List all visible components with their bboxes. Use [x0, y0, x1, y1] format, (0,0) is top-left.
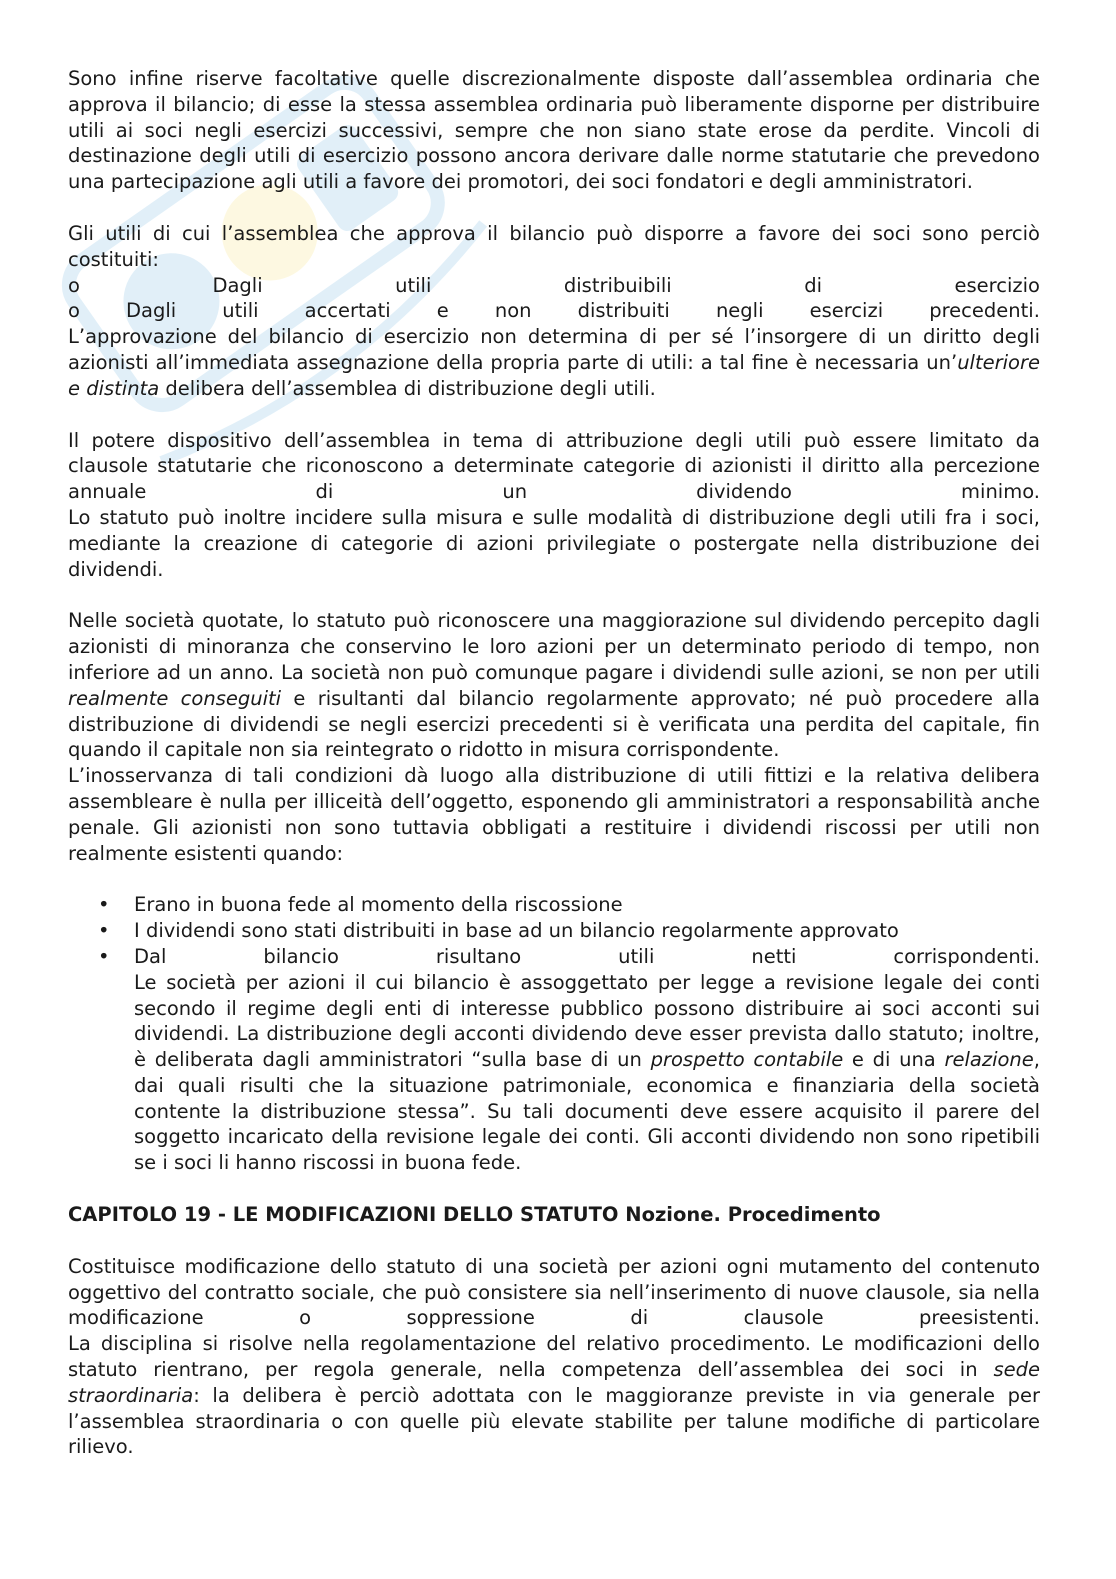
option-word: Dagli: [212, 273, 263, 297]
chapter-heading: CAPITOLO 19 - LE MODIFICAZIONI DELLO STATUTO Nozione. Procedimento: [68, 1203, 881, 1227]
document-body: [68, 66, 1040, 1460]
paragraph-approvazione: L’approvazione del bilancio di esercizio non determina di per sé l’insorgere di un diritto degli azionisti all’immediata assegnazione della propria parte di utili: a tal fine è necessaria un’ulteriore e distinta delibera dell’assemblea di distribuzione degli utili.: [68, 325, 1040, 400]
option-word: distribuiti: [577, 299, 670, 323]
paragraph-inosservanza: L’inosservanza di tali condizioni dà luogo alla distribuzione di utili fittizi e la relativa delibera assembleare è nulla per illiceità dell’oggetto, esponendo gli amministratori a responsabilità anche penale. Gli azionisti non sono tuttavia obbligati a restituire i dividendi riscossi per utili non realmente esistenti quando:: [68, 764, 1040, 865]
option-word: Dagli: [126, 299, 177, 323]
option-word: esercizi: [809, 299, 884, 323]
paragraph-modificazione: Costituisce modificazione dello statuto di una società per azioni ogni mutamento del contenuto oggettivo del contratto sociale, che può consistere sia nell’inserimento di nuove clausole, sia nella modificazione o soppressione di clausole preesistenti.: [68, 1254, 1040, 1330]
paragraph-societa-quotate: Nelle società quotate, lo statuto può riconoscere una maggiorazione sul dividendo percepito dagli azionisti di minoranza che conservino le loro azioni per un determinato periodo di tempo, non inferiore ad un anno. La società non può comunque pagare i dividendi sulle azioni, se non per utili realmente conseguiti e risultanti dal bilancio regolarmente approvato; né può procedere alla distribuzione di dividendi se negli esercizi precedenti si è verificata una perdita del capitale, fin quando il capitale non sia reintegrato o ridotto in misura corrispondente.: [68, 609, 1040, 762]
option-word: utili: [222, 299, 259, 323]
option-marker: o: [68, 299, 80, 323]
option-line-1: [68, 273, 1040, 299]
bullet-list: [68, 892, 1040, 1176]
list-item: • Erano in buona fede al momento della riscossione: [68, 892, 1040, 918]
option-word: esercizio: [954, 273, 1040, 297]
paragraph-potere-dispositivo: Il potere dispositivo dell’assemblea in tema di attribuzione degli utili può essere limitato da clausole statutarie che riconoscono a determinate categorie di azionisti il diritto alla percezione annuale di un dividendo minimo.: [68, 428, 1040, 504]
paragraph-disciplina: La disciplina si risolve nella regolamentazione del relativo procedimento. Le modificazioni dello statuto rientrano, per regola generale, nella competenza dell’assemblea dei soci in sede straordinaria: la delibera è perciò adottata con le maggioranze previste in via generale per l’assemblea straordinaria o con quelle più elevate stabilite per talune modifiche di particolare rilievo.: [68, 1332, 1040, 1459]
option-word: non: [494, 299, 532, 323]
option-word: di: [804, 273, 823, 297]
option-line-2: [68, 298, 1040, 324]
paragraph-utili-intro: Gli utili di cui l’assemblea che approva il bilancio può disporre a favore dei soci sono perciò costituiti:: [68, 221, 1040, 271]
list-item: • I dividendi sono stati distribuiti in base ad un bilancio regolarmente approvato: [68, 918, 1040, 944]
option-marker: o: [68, 273, 80, 297]
option-word: negli: [715, 299, 764, 323]
paragraph-statuto-misura: Lo statuto può inoltre incidere sulla misura e sulle modalità di distribuzione degli utili fra i soci, mediante la creazione di categorie di azioni privilegiate o postergate nella distribuzione dei dividendi.: [68, 505, 1040, 581]
option-word: e: [436, 299, 449, 323]
option-word: precedenti.: [929, 299, 1040, 323]
option-word: utili: [395, 273, 432, 297]
paragraph-riserve: Sono infine riserve facoltative quelle discrezionalmente disposte dall’assemblea ordinaria che approva il bilancio; di esse la stessa assemblea ordinaria può liberamente disporne per distribuire utili ai soci negli esercizi successivi, sempre che non siano state erose da perdite. Vincoli di destinazione degli utili di esercizio possono ancora derivare dalle norme statutarie che prevedono una partecipazione agli utili a favore dei promotori, dei soci fondatori e degli amministratori.: [68, 67, 1040, 194]
option-word: distribuibili: [563, 273, 672, 297]
list-item: • Dal bilancio risultano utili netti corrispondenti. Le società per azioni il cui bilancio è assoggettato per legge a revisione legale dei conti secondo il regime degli enti di interesse pubblico possono distribuire ai soci acconti sui dividendi. La distribuzione degli acconti dividendo deve esser prevista dallo statuto; inoltre, è deliberata dagli amministratori “sulla base di un prospetto contabile e di una relazione, dai quali risulti che la situazione patrimoniale, economica e finanziaria della società contente la distribuzione stessa”. Su tali documenti deve essere acquisito il parere del soggetto incaricato della revisione legale dei conti. Gli acconti dividendo non sono ripetibili se i soci li hanno riscossi in buona fede.: [68, 944, 1040, 1176]
option-word: accertati: [304, 299, 391, 323]
